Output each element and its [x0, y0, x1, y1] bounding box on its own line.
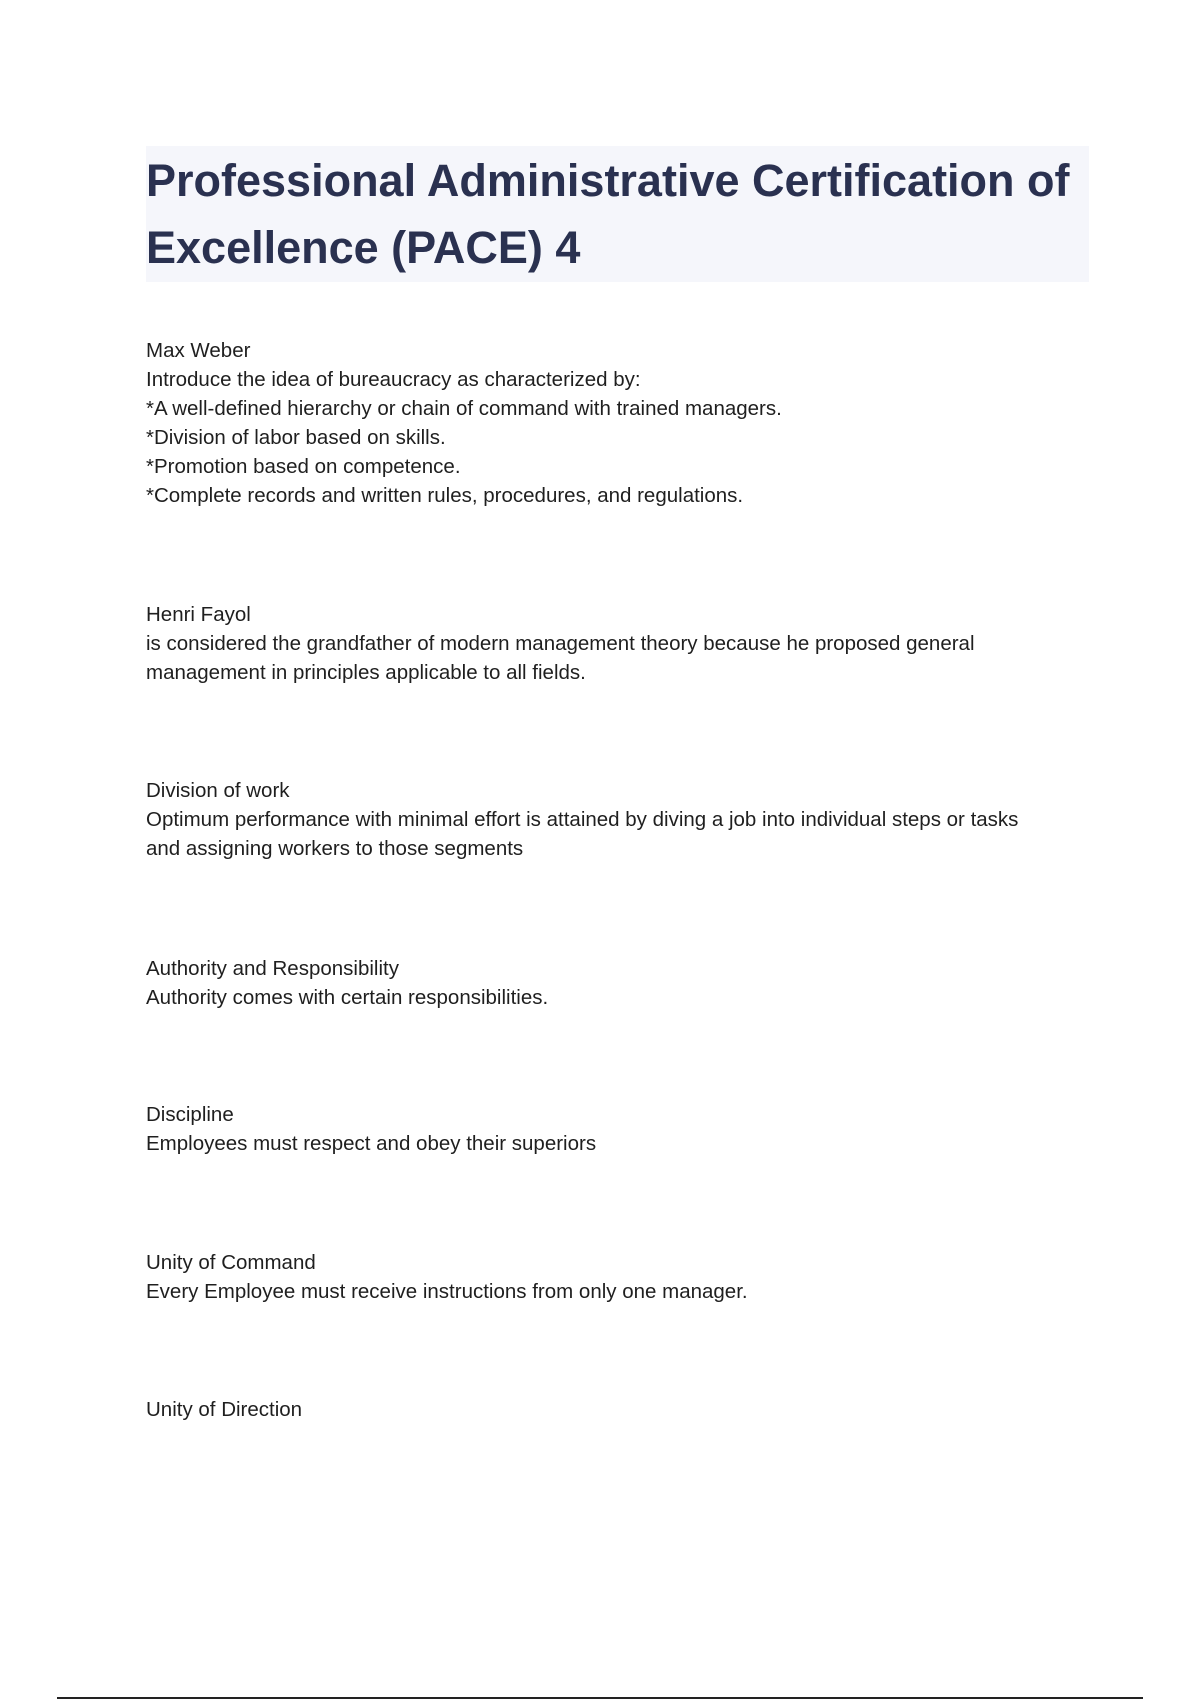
title-banner	[146, 146, 1089, 282]
card-definition: Authority comes with certain responsibilities.	[146, 986, 549, 1009]
page-bottom-rule	[57, 1697, 1143, 1699]
card-definition: Introduce the idea of bureaucracy as characterized by: *A well-defined hierarchy or chain of command with trained managers. *Division of labor based on skills. *Promotion based on competence. *Complete records and written rules, procedures, and regulations.	[146, 368, 782, 507]
flashcard-authority-and-responsibility	[146, 954, 1106, 1012]
document-title: Professional Administrative Certification of Excellence (PACE) 4	[146, 155, 1070, 273]
card-term: Division of work	[146, 779, 290, 802]
card-term: Discipline	[146, 1103, 234, 1126]
flashcard-discipline	[146, 1100, 1106, 1158]
flashcard-unity-of-command	[146, 1248, 1106, 1306]
card-term: Unity of Direction	[146, 1398, 303, 1421]
card-term: Unity of Command	[146, 1251, 316, 1274]
flashcard-max-weber	[146, 336, 1106, 510]
card-term: Henri Fayol	[146, 603, 251, 626]
flashcard-unity-of-direction	[146, 1395, 1106, 1424]
card-definition: Every Employee must receive instructions from only one manager.	[146, 1280, 748, 1303]
card-term: Authority and Responsibility	[146, 957, 399, 980]
flashcard-division-of-work	[146, 776, 1106, 863]
card-definition: is considered the grandfather of modern management theory because he proposed general management in principles applicable to all fields.	[146, 632, 975, 684]
flashcard-henri-fayol	[146, 600, 1106, 687]
card-term: Max Weber	[146, 339, 251, 362]
card-definition: Optimum performance with minimal effort is attained by diving a job into individual steps or tasks and assigning workers to those segments	[146, 808, 1019, 860]
card-definition: Employees must respect and obey their superiors	[146, 1132, 597, 1155]
